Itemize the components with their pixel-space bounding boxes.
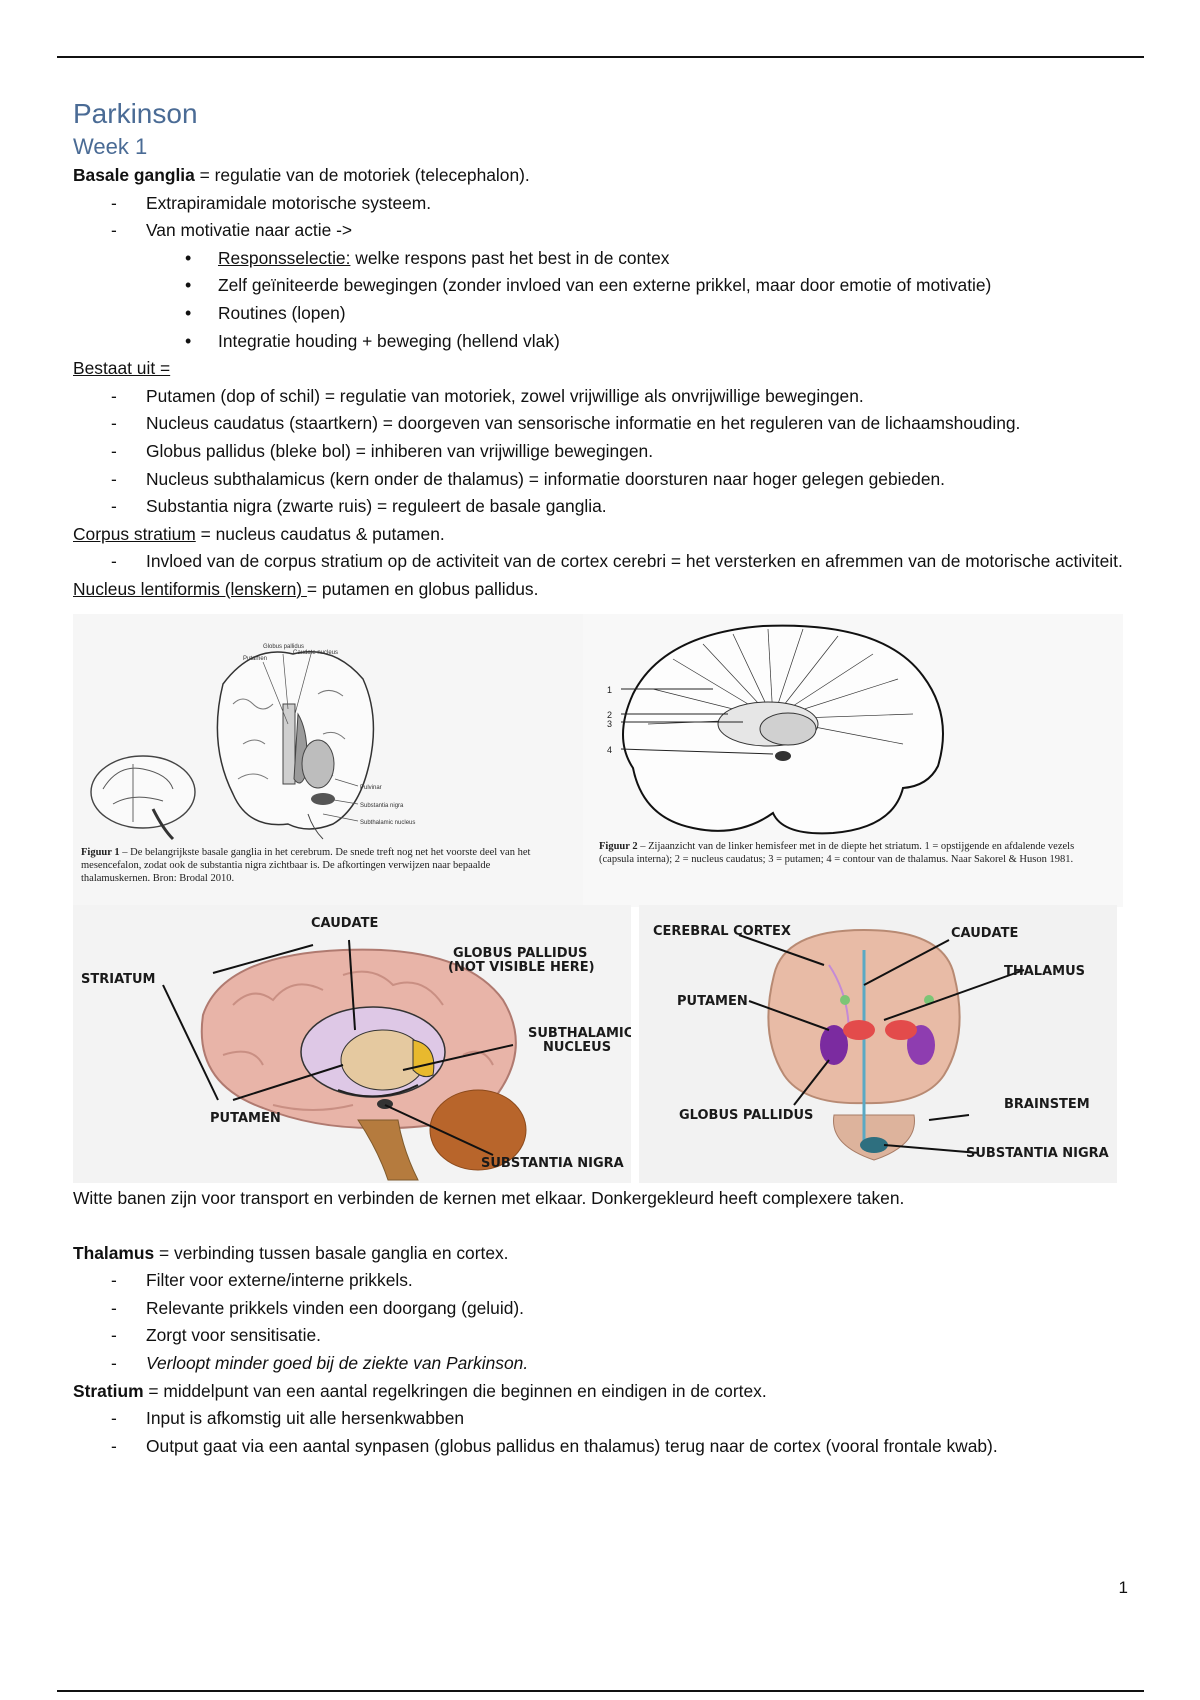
list-item: • Routines (lopen) [73, 300, 1133, 328]
figure-3-label: (NOT VISIBLE HERE) [448, 959, 595, 975]
figure-4-label: BRAINSTEM [1004, 1096, 1090, 1112]
figure-1 [73, 614, 583, 907]
list-item: - Putamen (dop of schil) = regulatie van motoriek, zowel vrijwillige als onvrijwillige bewegingen. [73, 383, 1133, 411]
figure-2-number: 2 [607, 709, 613, 720]
list-item: - Globus pallidus (bleke bol) = inhiberen van vrijwillige bewegingen. [73, 438, 1133, 466]
lentiformis-definition: Nucleus lentiformis (lenskern) = putamen en globus pallidus. [73, 578, 539, 599]
figure-3-label: NUCLEUS [543, 1039, 612, 1055]
bestaat-label: Bestaat uit = [73, 358, 171, 379]
figure-4-illustration [639, 905, 1117, 1183]
document-body [73, 96, 1133, 1460]
section-heading: Week 1 [73, 134, 148, 159]
basale-list [73, 190, 1133, 245]
figure-1-label: Substantia nigra [360, 802, 404, 809]
bestaat-list [73, 383, 1133, 521]
figure-2-illustration [583, 614, 1123, 844]
list-item: - Nucleus caudatus (staartkern) = doorgeven van sensorische informatie en het reguleren van de lichaamshouding. [73, 410, 1133, 438]
thalamus-list [73, 1267, 1133, 1377]
figure-3-illustration [73, 905, 631, 1183]
figure-row-top [73, 614, 1133, 907]
corpus-list [73, 548, 1133, 576]
list-item: - Substantia nigra (zwarte ruis) = reguleert de basale ganglia. [73, 493, 1133, 521]
figure-2-caption: Figuur 2 – Zijaanzicht van de linker hemisfeer met in de diepte het striatum. 1 = opstijgende en afdalende vezels (capsula interna); 2 = nucleus caudatus; 3 = putamen; 4 = contour van de thalamus. Naar Sakorel & Huson 1981. [599, 840, 1075, 865]
thalamus-definition: Thalamus = verbinding tussen basale ganglia en cortex. [73, 1242, 509, 1263]
figure-2 [583, 614, 1123, 907]
figure-3-label: GLOBUS PALLIDUS [453, 945, 588, 961]
figure-4 [639, 905, 1117, 1183]
figure-1-caption: Figuur 1 – De belangrijkste basale ganglia in het cerebrum. De snede treft nog net het voorste deel van het mesencefalon, zodat ook de substantia nigra zichtbaar is. De afkortingen verwijzen naar bepaalde thalamuskernen. Bron: Brodal 2010. [81, 846, 531, 884]
figure-2-number: 1 [607, 684, 613, 695]
list-item: - Nucleus subthalamicus (kern onder de thalamus) = informatie doorsturen naar hoger gelegen gebieden. [73, 466, 1133, 494]
figure-1-label: Pulvinar [360, 784, 382, 791]
figure-row-bottom [73, 905, 1133, 1183]
page-title: Parkinson [73, 98, 198, 129]
top-rule [57, 56, 1144, 58]
basale-definition: Basale ganglia = regulatie van de motoriek (telecephalon). [73, 165, 530, 185]
list-item: - Zorgt voor sensitisatie. [73, 1322, 1133, 1350]
figure-4-label: THALAMUS [1004, 963, 1086, 979]
list-item: - Output gaat via een aantal synpasen (globus pallidus en thalamus) terug naar de cortex (vooral frontale kwab). [73, 1433, 1133, 1461]
figure-1-label: Caudate nucleus [293, 649, 339, 656]
witte-banen-text: Witte banen zijn voor transport en verbinden de kernen met elkaar. Donkergekleurd heeft complexere taken. [73, 1187, 905, 1208]
list-item: - Verloopt minder goed bij de ziekte van Parkinson. [73, 1350, 1133, 1378]
figure-1-label: Putamen [243, 655, 268, 662]
list-item: - Van motivatie naar actie -> [73, 217, 1133, 245]
list-item: - Invloed van de corpus stratium op de activiteit van de cortex cerebri = het versterken en afremmen van de motorische activiteit. [73, 548, 1133, 576]
figure-1-label: Subthalamic nucleus [360, 819, 416, 826]
list-item: - Input is afkomstig uit alle hersenkwabben [73, 1405, 1133, 1433]
corpus-definition: Corpus stratium = nucleus caudatus & putamen. [73, 523, 445, 544]
figure-3-label: SUBSTANTIA NIGRA [481, 1155, 624, 1171]
figure-2-number: 4 [607, 744, 613, 755]
figure-4-label: CEREBRAL CORTEX [653, 923, 791, 939]
list-item: • Integratie houding + beweging (hellend vlak) [73, 328, 1133, 356]
blank-line [73, 1212, 1133, 1240]
figure-4-label: SUBSTANTIA NIGRA [966, 1145, 1109, 1161]
figure-3 [73, 905, 631, 1183]
figure-3-label: CAUDATE [311, 915, 379, 931]
figure-3-label: SUBTHALAMIC [528, 1025, 631, 1041]
figure-2-number: 3 [607, 718, 613, 729]
list-item: • Responsselectie: welke respons past het best in de contex [73, 245, 1133, 273]
figure-4-label: CAUDATE [951, 925, 1019, 941]
stratium-definition: Stratium = middelpunt van een aantal regelkringen die beginnen en eindigen in de cortex. [73, 1380, 767, 1401]
basale-sublist [73, 245, 1133, 355]
figure-4-label: PUTAMEN [677, 993, 748, 1009]
list-item: • Zelf geïniteerde bewegingen (zonder invloed van een externe prikkel, maar door emotie of motivatie) [73, 272, 1133, 300]
figure-3-label: PUTAMEN [210, 1110, 281, 1126]
bottom-rule [57, 1690, 1144, 1692]
page-number: 1 [1118, 1578, 1128, 1597]
list-item: - Extrapiramidale motorische systeem. [73, 190, 1133, 218]
list-item: - Filter voor externe/interne prikkels. [73, 1267, 1133, 1295]
figure-4-label: GLOBUS PALLIDUS [679, 1107, 814, 1123]
list-item: - Relevante prikkels vinden een doorgang (geluid). [73, 1295, 1133, 1323]
stratium-list [73, 1405, 1133, 1460]
figure-3-label: STRIATUM [81, 971, 156, 987]
figure-1-illustration [73, 614, 583, 844]
figure-1-label: Globus pallidus [263, 643, 305, 650]
